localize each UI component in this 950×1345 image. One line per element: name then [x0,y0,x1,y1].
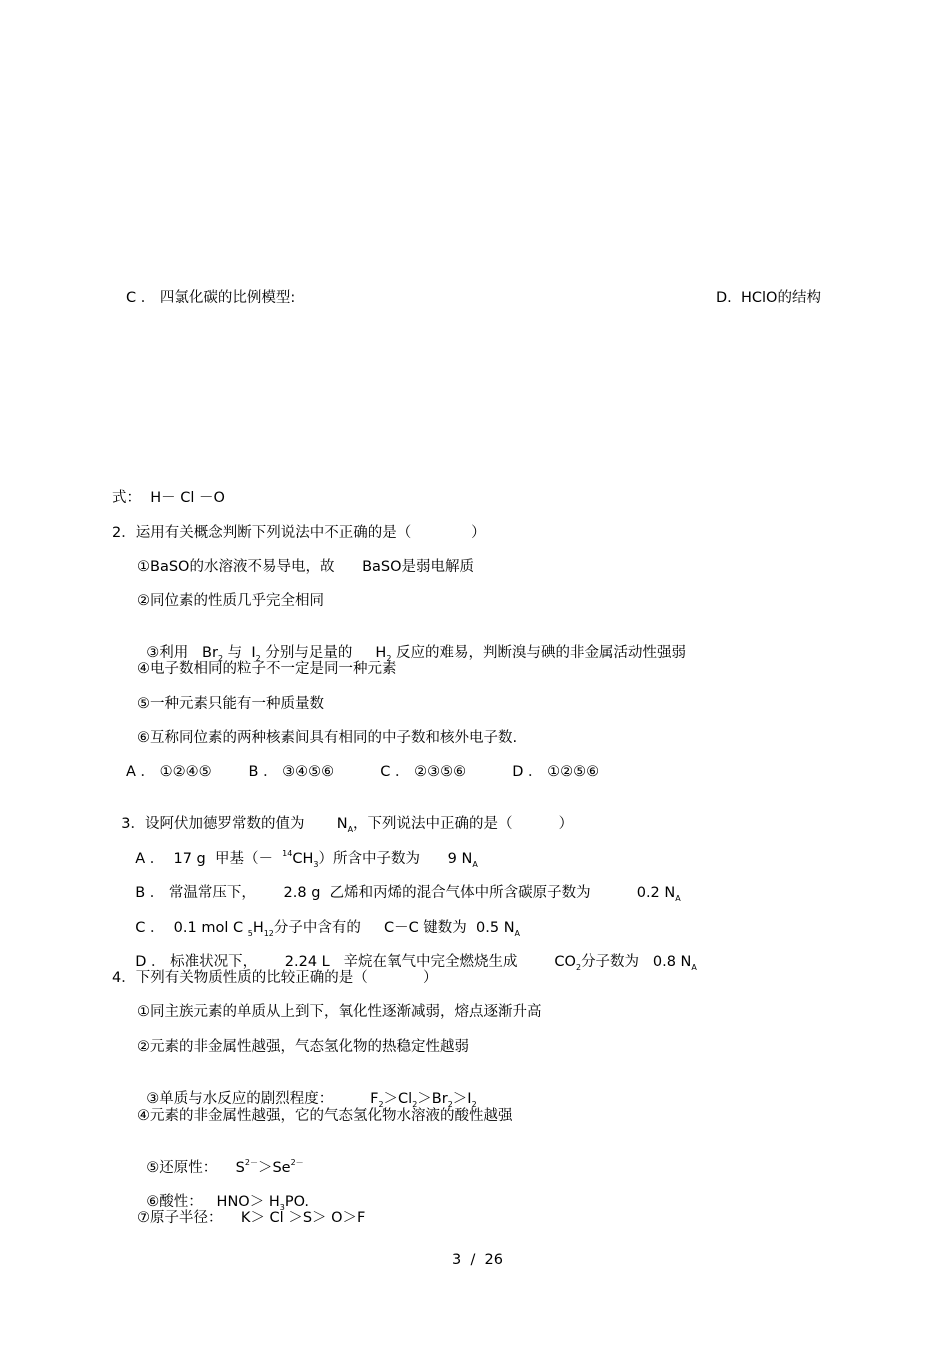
q4-item-4: ④元素的非金属性越强，它的气态氢化物水溶液的酸性越强 [137,1108,513,1124]
q4-item-3: ③单质与水反应的剧烈程度： $F_2>Cl_2>Br_2>I_2$ [146,1091,477,1109]
q2-item-5: ⑤一种元素只能有一种质量数 [137,696,324,712]
q4-item-1: ①同主族元素的单质从上到下，氧化性逐渐减弱，熔点逐渐升高 [137,1004,542,1020]
q2-stem: 2．运用有关概念判断下列说法中不正确的是（ ） [112,525,486,541]
option-d-formula: 式： H－ Cl －O [112,490,225,506]
q3-option-a: A ． 17 g 甲基（－ $^{14}CH_3$）所含中子数为 9 $N_A$ [135,849,478,869]
q4-item-6: ⑥酸性： $HNO> H_3PO$. [146,1194,310,1212]
q2-options: A ． ①②④⑤ B ． ③④⑤⑥ C ． ②③⑤⑥ D ． ①②⑤⑥ [126,764,600,780]
q3-option-c: C ． 0.1 mol C $_5H_{12}$分子中含有的 C－C 键数为 0.5 $N_A$ [135,920,521,938]
q2-item-6: ⑥互称同位素的两种核素间具有相同的中子数和核外电子数. [137,730,518,746]
q4-item-7: ⑦原子半径： K＞ Cl ＞S＞ O＞F [137,1210,366,1226]
q2-item-3: ③利用 $Br_2$ 与 $I_2$ 分别与足量的 $H_2$ 反应的难易，判断溴与碘的非金属活动性强弱 [146,645,687,663]
q4-item-2: ②元素的非金属性越强，气态氢化物的热稳定性越弱 [137,1039,469,1055]
q3-option-b: B ． 常温常压下， 2.8 g 乙烯和丙烯的混合气体中所含碳原子数为 0.2 $N_A$ [135,885,681,903]
q2-item-4: ④电子数相同的粒子不一定是同一种元素 [137,661,397,677]
q3-stem: 3．设阿伏加德罗常数的值为 $N_A$，下列说法中正确的是（ ） [121,816,574,834]
q4-stem: 4．下列有关物质性质的比较正确的是（ ） [112,970,438,986]
q2-item-1: ①BaSO的水溶液不易导电，故 BaSO是弱电解质 [137,559,475,575]
option-d-label: D. HClO的结构 [716,290,821,306]
q3-option-d: D ． 标准状况下， 2.24 L 辛烷在氧气中完全燃烧生成 $CO_2$分子数为 0.8 $N_A$ [135,954,697,972]
q2-item-2: ②同位素的性质几乎完全相同 [137,593,324,609]
q4-item-5: ⑤还原性： $S^{2-}>Se^{2-}$ [146,1158,304,1176]
option-c-label: C ． 四氯化碳的比例模型: [126,290,296,306]
page-number: 3 / 26 [452,1252,503,1268]
